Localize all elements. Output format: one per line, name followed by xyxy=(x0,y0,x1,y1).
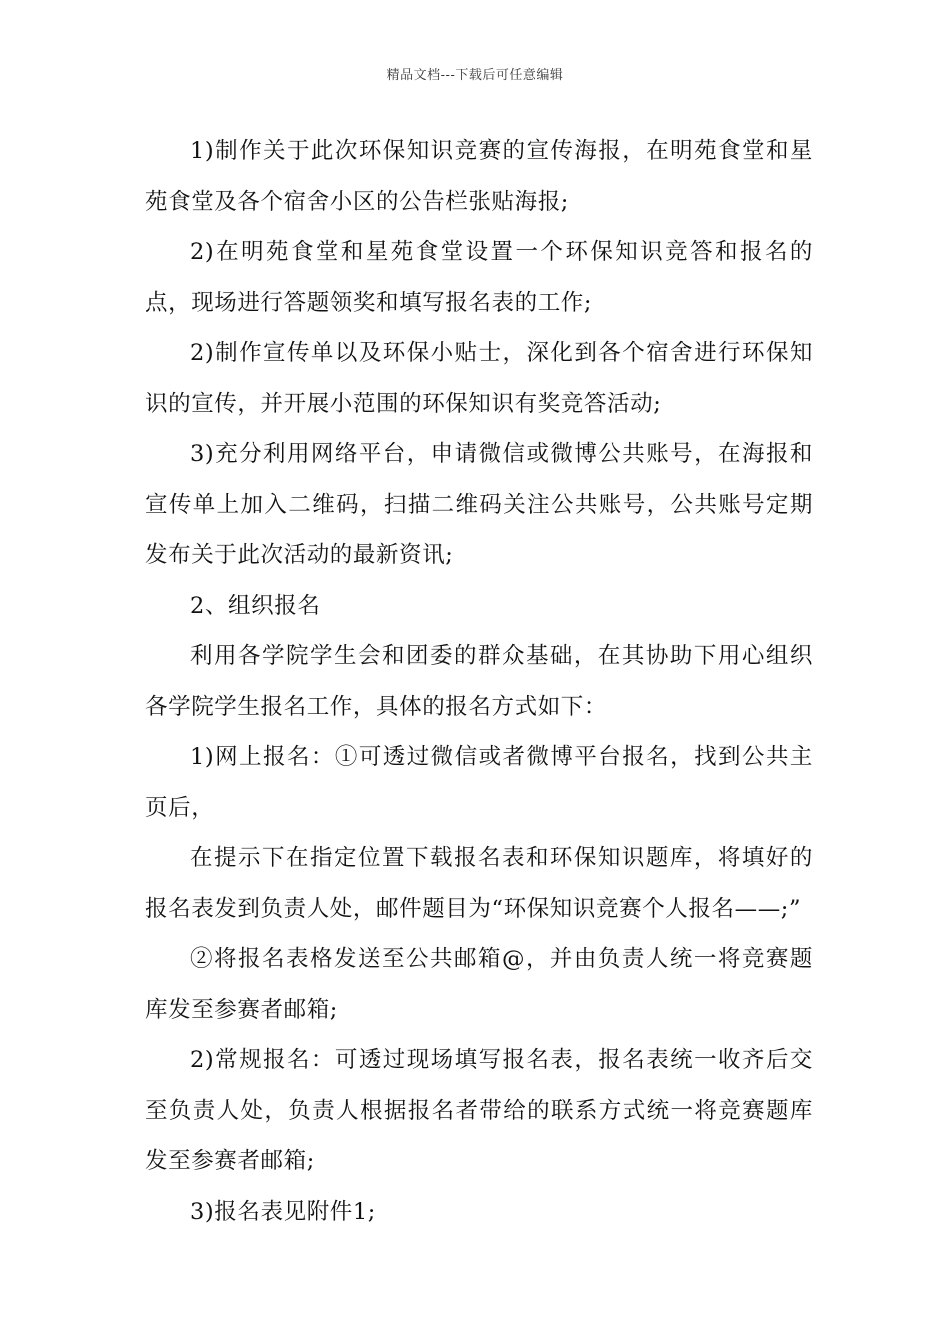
paragraph-flyers: 2)制作宣传单以及环保小贴士，深化到各个宿舍进行环保知识的宣传，并开展小范围的环保知识有奖竞答活动; xyxy=(145,340,813,417)
paragraph-form-attachment: 3)报名表见附件1; xyxy=(190,1198,376,1225)
page-header: 精品文档---下载后可任意编辑 xyxy=(386,68,564,83)
paragraph-canteen-booth: 2)在明苑食堂和星苑食堂设置一个环保知识竞答和报名的点，现场进行答题领奖和填写报名表的工作; xyxy=(145,239,813,316)
paragraph-online-registration: 1)网上报名：①可透过微信或者微博平台报名，找到公共主页后， xyxy=(145,744,813,821)
section-heading-registration: 2、组织报名 xyxy=(190,592,321,619)
document-body xyxy=(145,126,813,1237)
paragraph-online-platform: 3)充分利用网络平台，申请微信或微博公共账号，在海报和宣传单上加入二维码，扫描二维码关注公共账号，公共账号定期发布关于此次活动的最新资讯; xyxy=(145,441,813,568)
paragraph-email-form: ②将报名表格发送至公共邮箱@，并由负责人统一将竞赛题库发至参赛者邮箱; xyxy=(145,946,813,1023)
paragraph-regular-registration: 2)常规报名：可透过现场填写报名表，报名表统一收齐后交至负责人处，负责人根据报名者带给的联系方式统一将竞赛题库发至参赛者邮箱; xyxy=(145,1047,813,1174)
paragraph-registration-intro: 利用各学院学生会和团委的群众基础，在其协助下用心组织各学院学生报名工作，具体的报名方式如下： xyxy=(145,643,813,720)
paragraph-promo-poster: 1)制作关于此次环保知识竞赛的宣传海报，在明苑食堂和星苑食堂及各个宿舍小区的公告栏张贴海报; xyxy=(145,138,813,215)
paragraph-download-form: 在提示下在指定位置下载报名表和环保知识题库，将填好的报名表发到负责人处，邮件题目为“环保知识竞赛个人报名——;” xyxy=(145,845,813,922)
